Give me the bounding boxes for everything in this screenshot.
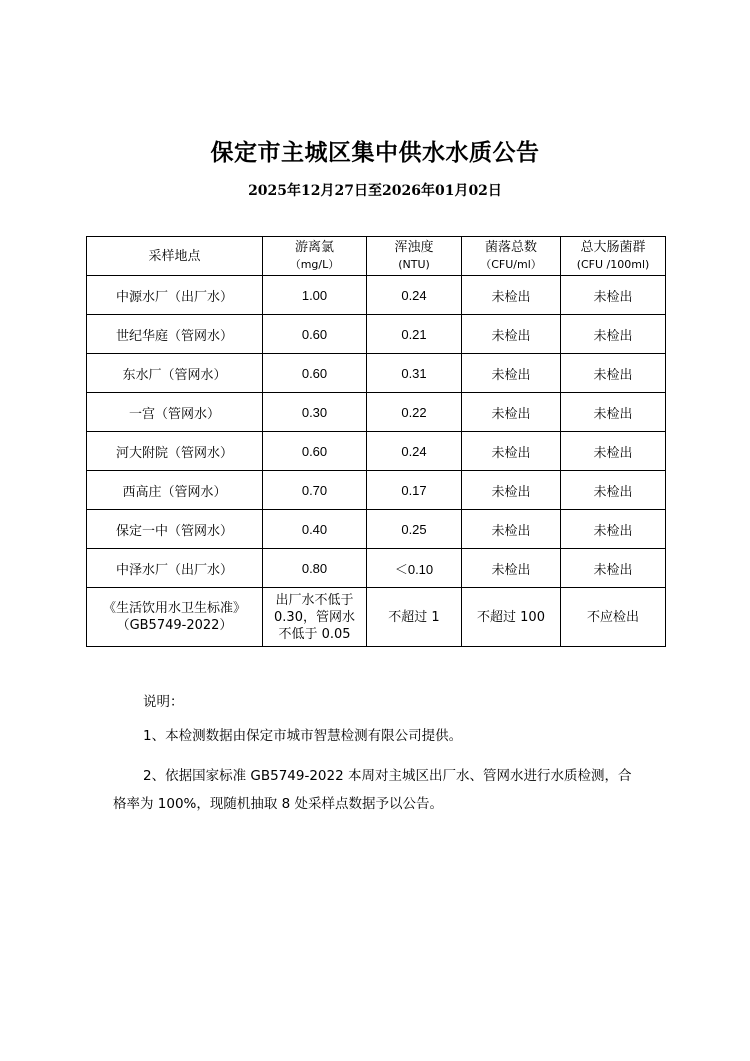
cell-coliform: 未检出 [561, 354, 666, 393]
water-quality-table [86, 236, 666, 647]
cell-free-chlorine: 0.70 [263, 471, 367, 510]
table-row [87, 471, 666, 510]
cell-location: 河大附院（管网水） [87, 432, 263, 471]
header-label: 菌落总数 [484, 240, 537, 255]
cell-turbidity: 0.24 [367, 276, 462, 315]
standard-coliform: 不应检出 [561, 588, 666, 647]
note-item: 2、依据国家标准 GB5749-2022 本周对主城区出厂水、管网水进行水质检测，合格率为 100%，现随机抽取 8 处采样点数据予以公告。 [113, 768, 632, 812]
cell-turbidity: 0.17 [367, 471, 462, 510]
header-location [87, 237, 263, 276]
cell-colony-count: 未检出 [462, 315, 561, 354]
standard-name [87, 588, 263, 647]
page-title: 保定市主城区集中供水水质公告 [210, 139, 540, 166]
cell-coliform: 未检出 [561, 393, 666, 432]
cell-location: 保定一中（管网水） [87, 510, 263, 549]
header-unit: (CFU /100ml) [576, 258, 650, 271]
table-row [87, 549, 666, 588]
header-label: 游离氯 [294, 240, 334, 255]
standard-name-line: （GB5749-2022） [116, 618, 233, 633]
note-item: 1、本检测数据由保定市城市智慧检测有限公司提供。 [143, 728, 463, 744]
table-header-row [87, 237, 666, 276]
table-row [87, 315, 666, 354]
header-colony-count [462, 237, 561, 276]
standard-row [87, 588, 666, 647]
standard-free-chlorine [263, 588, 367, 647]
cell-coliform: 未检出 [561, 471, 666, 510]
table-row [87, 354, 666, 393]
cell-location: 中泽水厂（出厂水） [87, 549, 263, 588]
standard-turbidity: 不超过 1 [367, 588, 462, 647]
cell-free-chlorine: 0.60 [263, 354, 367, 393]
cell-turbidity: 0.21 [367, 315, 462, 354]
header-unit: （mg/L） [289, 258, 340, 271]
cell-free-chlorine: 0.40 [263, 510, 367, 549]
cell-free-chlorine: 0.60 [263, 432, 367, 471]
cell-free-chlorine: 0.80 [263, 549, 367, 588]
cell-coliform: 未检出 [561, 276, 666, 315]
standard-chlorine-line: 0.30，管网水 [274, 609, 355, 625]
header-coliform [561, 237, 666, 276]
cell-turbidity: 0.31 [367, 354, 462, 393]
notes-section [113, 692, 643, 818]
cell-colony-count: 未检出 [462, 432, 561, 471]
cell-coliform: 未检出 [561, 432, 666, 471]
standard-name-line: 《生活饮用水卫生标准》 [102, 601, 246, 616]
header-turbidity [367, 237, 462, 276]
table-row [87, 393, 666, 432]
cell-location: 中源水厂（出厂水） [87, 276, 263, 315]
cell-colony-count: 未检出 [462, 471, 561, 510]
header-unit: (NTU) [398, 258, 430, 271]
cell-coliform: 未检出 [561, 549, 666, 588]
table-row [87, 276, 666, 315]
standard-colony-count: 不超过 100 [462, 588, 561, 647]
notes-label: 说明： [143, 694, 184, 710]
header-label: 总大肠菌群 [580, 240, 646, 255]
header-label: 浑浊度 [394, 240, 434, 255]
date-range: 2025年12月27日至2026年01月02日 [248, 183, 502, 199]
cell-free-chlorine: 1.00 [263, 276, 367, 315]
cell-colony-count: 未检出 [462, 354, 561, 393]
cell-colony-count: 未检出 [462, 276, 561, 315]
cell-coliform: 未检出 [561, 315, 666, 354]
header-unit: （CFU/ml） [480, 258, 542, 271]
header-free-chlorine [263, 237, 367, 276]
cell-colony-count: 未检出 [462, 393, 561, 432]
cell-location: 世纪华庭（管网水） [87, 315, 263, 354]
cell-free-chlorine: 0.60 [263, 315, 367, 354]
cell-free-chlorine: 0.30 [263, 393, 367, 432]
cell-turbidity: 0.24 [367, 432, 462, 471]
cell-colony-count: 未检出 [462, 549, 561, 588]
cell-coliform: 未检出 [561, 510, 666, 549]
standard-chlorine-line: 出厂水不低于 [275, 592, 354, 608]
cell-colony-count: 未检出 [462, 510, 561, 549]
table-row [87, 510, 666, 549]
header-label: 采样地点 [148, 248, 201, 264]
cell-turbidity: ＜0.10 [367, 549, 462, 588]
cell-location: 一宫（管网水） [87, 393, 263, 432]
standard-chlorine-line: 不低于 0.05 [278, 626, 351, 642]
cell-location: 西高庄（管网水） [87, 471, 263, 510]
cell-location: 东水厂（管网水） [87, 354, 263, 393]
cell-turbidity: 0.25 [367, 510, 462, 549]
cell-turbidity: 0.22 [367, 393, 462, 432]
table-row [87, 432, 666, 471]
